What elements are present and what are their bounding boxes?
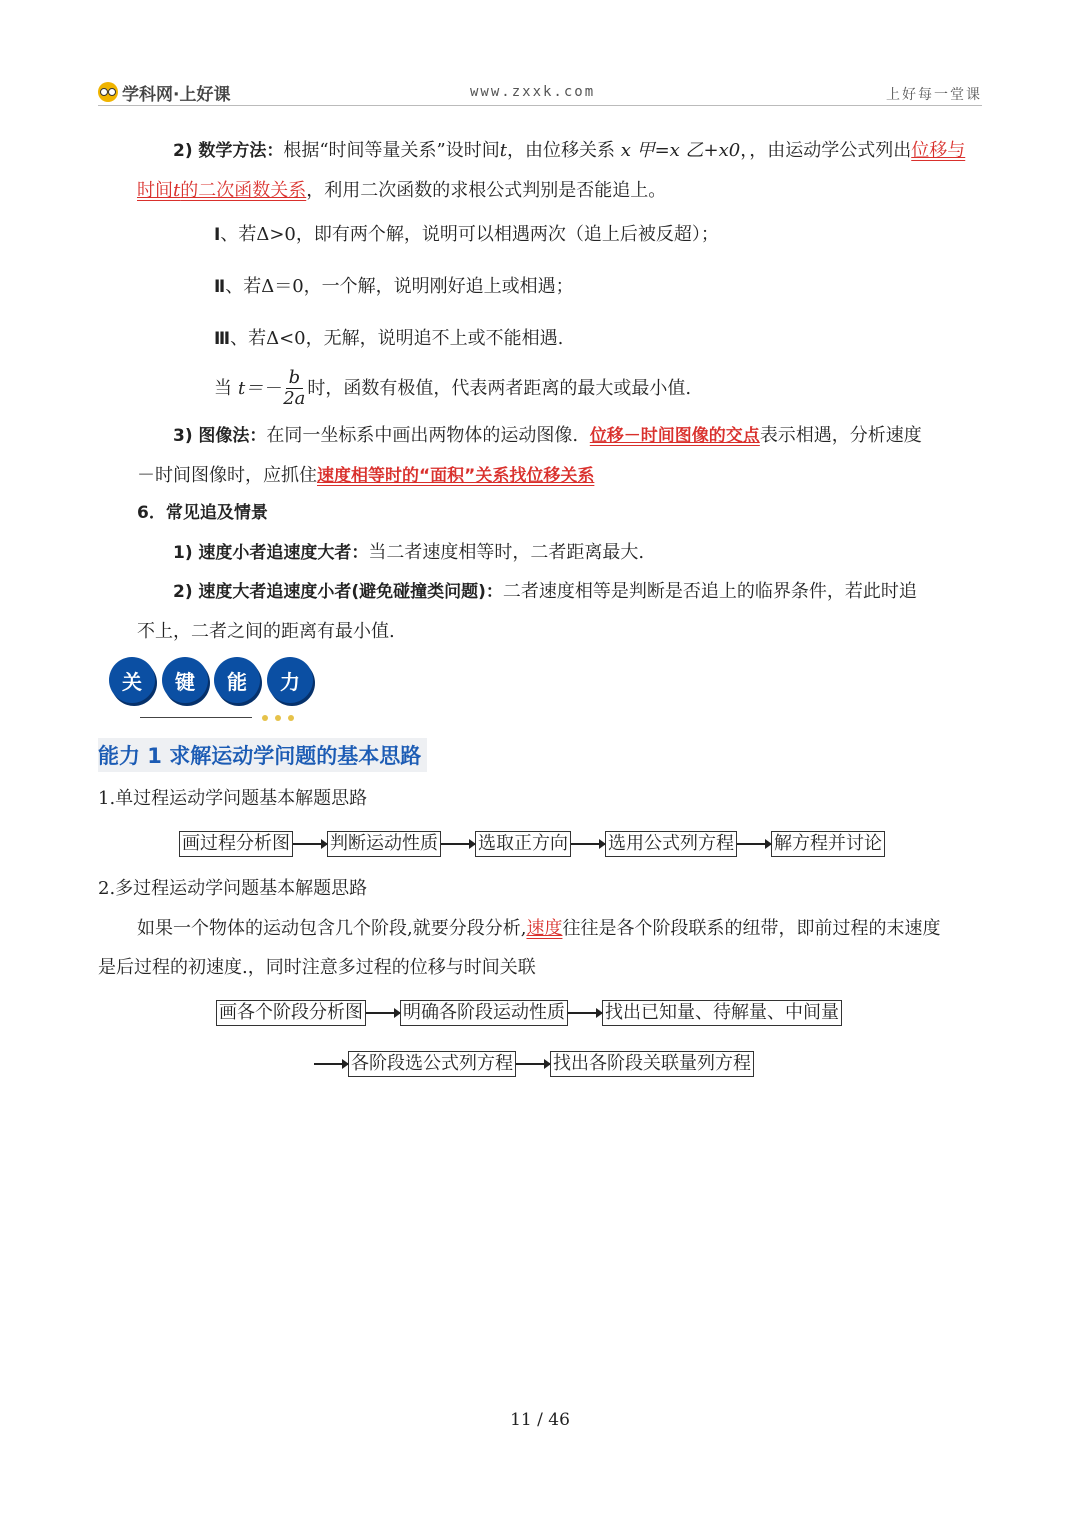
method3-text: －时间图像时，应抓住 xyxy=(137,465,317,486)
method3-title: 图像法： xyxy=(198,426,267,446)
var-t: t xyxy=(499,140,507,161)
badge-char: 键 xyxy=(162,657,208,703)
item-title: 速度小者追速度大者： xyxy=(198,543,369,563)
method2-text: 根据“时间等量关系”设时间 xyxy=(283,140,500,161)
fraction xyxy=(283,368,305,409)
site-url: www.zxxk.com xyxy=(470,84,596,100)
fraction-numerator: b xyxy=(286,368,304,389)
extreme-equation: t＝－ xyxy=(238,378,282,399)
item-number: 2) xyxy=(173,582,193,602)
decor-dot xyxy=(288,715,294,721)
highlight-text: 速度 xyxy=(526,918,563,939)
flow-step: 解方程并讨论 xyxy=(771,831,885,857)
section6-title: 6．常见追及情景 xyxy=(137,503,268,523)
case-text: 、若Δ＝0，一个解，说明刚好追上或相遇； xyxy=(225,276,574,297)
method2-title: 数学方法： xyxy=(198,141,284,161)
flow-step: 画各个阶段分析图 xyxy=(216,1000,366,1026)
arrow-icon xyxy=(366,1012,400,1014)
multi-process-paragraph xyxy=(98,909,982,987)
arrow-icon xyxy=(314,1063,348,1065)
method3-paragraph xyxy=(137,416,982,496)
case-2 xyxy=(214,267,574,307)
flow-step: 找出已知量、待解量、中间量 xyxy=(602,1000,842,1026)
highlight-text: t xyxy=(173,180,181,201)
flow-step: 各阶段选公式列方程 xyxy=(348,1051,516,1077)
flow-step: 找出各阶段关联量列方程 xyxy=(550,1051,754,1077)
arrow-icon xyxy=(737,843,771,845)
highlight-text: 时间 xyxy=(137,180,173,201)
case-label: Ⅱ xyxy=(214,277,226,297)
item-number: 1) xyxy=(173,543,193,563)
highlight-text: 位移－时间图像的交点 xyxy=(589,426,760,446)
subheading-2: 2.多过程运动学问题基本解题思路 xyxy=(98,878,368,899)
header-divider xyxy=(98,105,982,106)
flow-multi-process-row2 xyxy=(314,1051,754,1077)
flow-step: 画过程分析图 xyxy=(179,831,293,857)
flow-single-process xyxy=(179,831,885,857)
case-text: 、若Δ>0，即有两个解，说明可以相遇两次（追上后被反超）； xyxy=(220,224,719,245)
method2-text: ，利用二次函数的求根公式判别是否能追上。 xyxy=(306,180,667,201)
arrow-icon xyxy=(293,843,327,845)
ability-title: 能力 1 求解运动学问题的基本思路 xyxy=(98,738,427,772)
decor-dot xyxy=(275,715,281,721)
item-title: 速度大者追速度小者(避免碰撞类问题)： xyxy=(198,582,503,602)
paragraph-text: 是后过程的初速度.，同时注意多过程的位移与时间关联 xyxy=(98,957,536,978)
case-3 xyxy=(214,319,563,359)
extreme-text: 时，函数有极值，代表两者距离的最大或最小值. xyxy=(307,378,692,399)
case-text: 、若Δ<0，无解，说明追不上或不能相遇. xyxy=(230,328,564,349)
section6-item-1 xyxy=(173,533,644,573)
section6-item-2 xyxy=(137,572,982,651)
method3-text: 在同一坐标系中画出两物体的运动图像. xyxy=(266,425,579,446)
badge-underline xyxy=(140,717,252,718)
extreme-value-line xyxy=(214,368,691,409)
displacement-formula: x 甲=x 乙+x0 xyxy=(620,140,741,161)
method2-number: 2) xyxy=(173,141,193,161)
site-slogan: 上好每一堂课 xyxy=(886,87,982,103)
flow-step: 明确各阶段运动性质 xyxy=(400,1000,568,1026)
method2-text: ，由运动学公式列出 xyxy=(749,140,912,161)
case-1 xyxy=(214,215,719,255)
item-text: 二者速度相等是判断是否追上的临界条件，若此时追 xyxy=(502,581,917,602)
flow-step: 选取正方向 xyxy=(475,831,571,857)
item-text: 当二者速度相等时，二者距离最大. xyxy=(368,542,645,563)
highlight-text: 速度相等时的“面积”关系找位移关系 xyxy=(317,466,595,486)
arrow-icon xyxy=(568,1012,602,1014)
paragraph-text: 往往是各个阶段联系的纽带，即前过程的末速度 xyxy=(562,918,941,939)
highlight-text: 的二次函数关系 xyxy=(180,180,307,201)
paragraph-text: 如果一个物体的运动包含几个阶段,就要分段分析, xyxy=(137,918,527,939)
method3-text: 表示相遇，分析速度 xyxy=(759,425,922,446)
method2-text: ，由位移关系 xyxy=(506,140,615,161)
badge-char: 关 xyxy=(109,657,155,703)
case-label: Ⅲ xyxy=(214,329,231,349)
subheading-1: 1.单过程运动学问题基本解题思路 xyxy=(98,788,368,809)
case-label: Ⅰ xyxy=(214,225,221,245)
decor-dot xyxy=(262,715,268,721)
badge-char: 能 xyxy=(214,657,260,703)
flow-step: 选用公式列方程 xyxy=(605,831,737,857)
highlight-text: 位移与 xyxy=(911,140,966,161)
badge-char: 力 xyxy=(267,657,313,703)
page-number: 11 / 46 xyxy=(510,1410,570,1430)
owl-logo-icon xyxy=(98,82,118,102)
item-text: 不上，二者之间的距离有最小值. xyxy=(137,621,395,642)
method3-number: 3) xyxy=(173,426,193,446)
method2-paragraph: 2) 数学方法：根据“时间等量关系”设时间t，由位移关系 x 甲=x 乙+x0，，由运动学公式列出位移与 时间t的二次函数关系，利用二次函数的求根公式判别是否能追上。 xyxy=(137,140,966,201)
flow-multi-process-row1 xyxy=(216,1000,842,1026)
extreme-text: 当 xyxy=(214,378,232,399)
site-logo xyxy=(98,80,230,104)
fraction-denominator: 2a xyxy=(283,388,306,409)
arrow-icon xyxy=(516,1063,550,1065)
flow-step: 判断运动性质 xyxy=(327,831,441,857)
arrow-icon xyxy=(441,843,475,845)
logo-text: 学科网·上好课 xyxy=(122,84,231,105)
arrow-icon xyxy=(571,843,605,845)
